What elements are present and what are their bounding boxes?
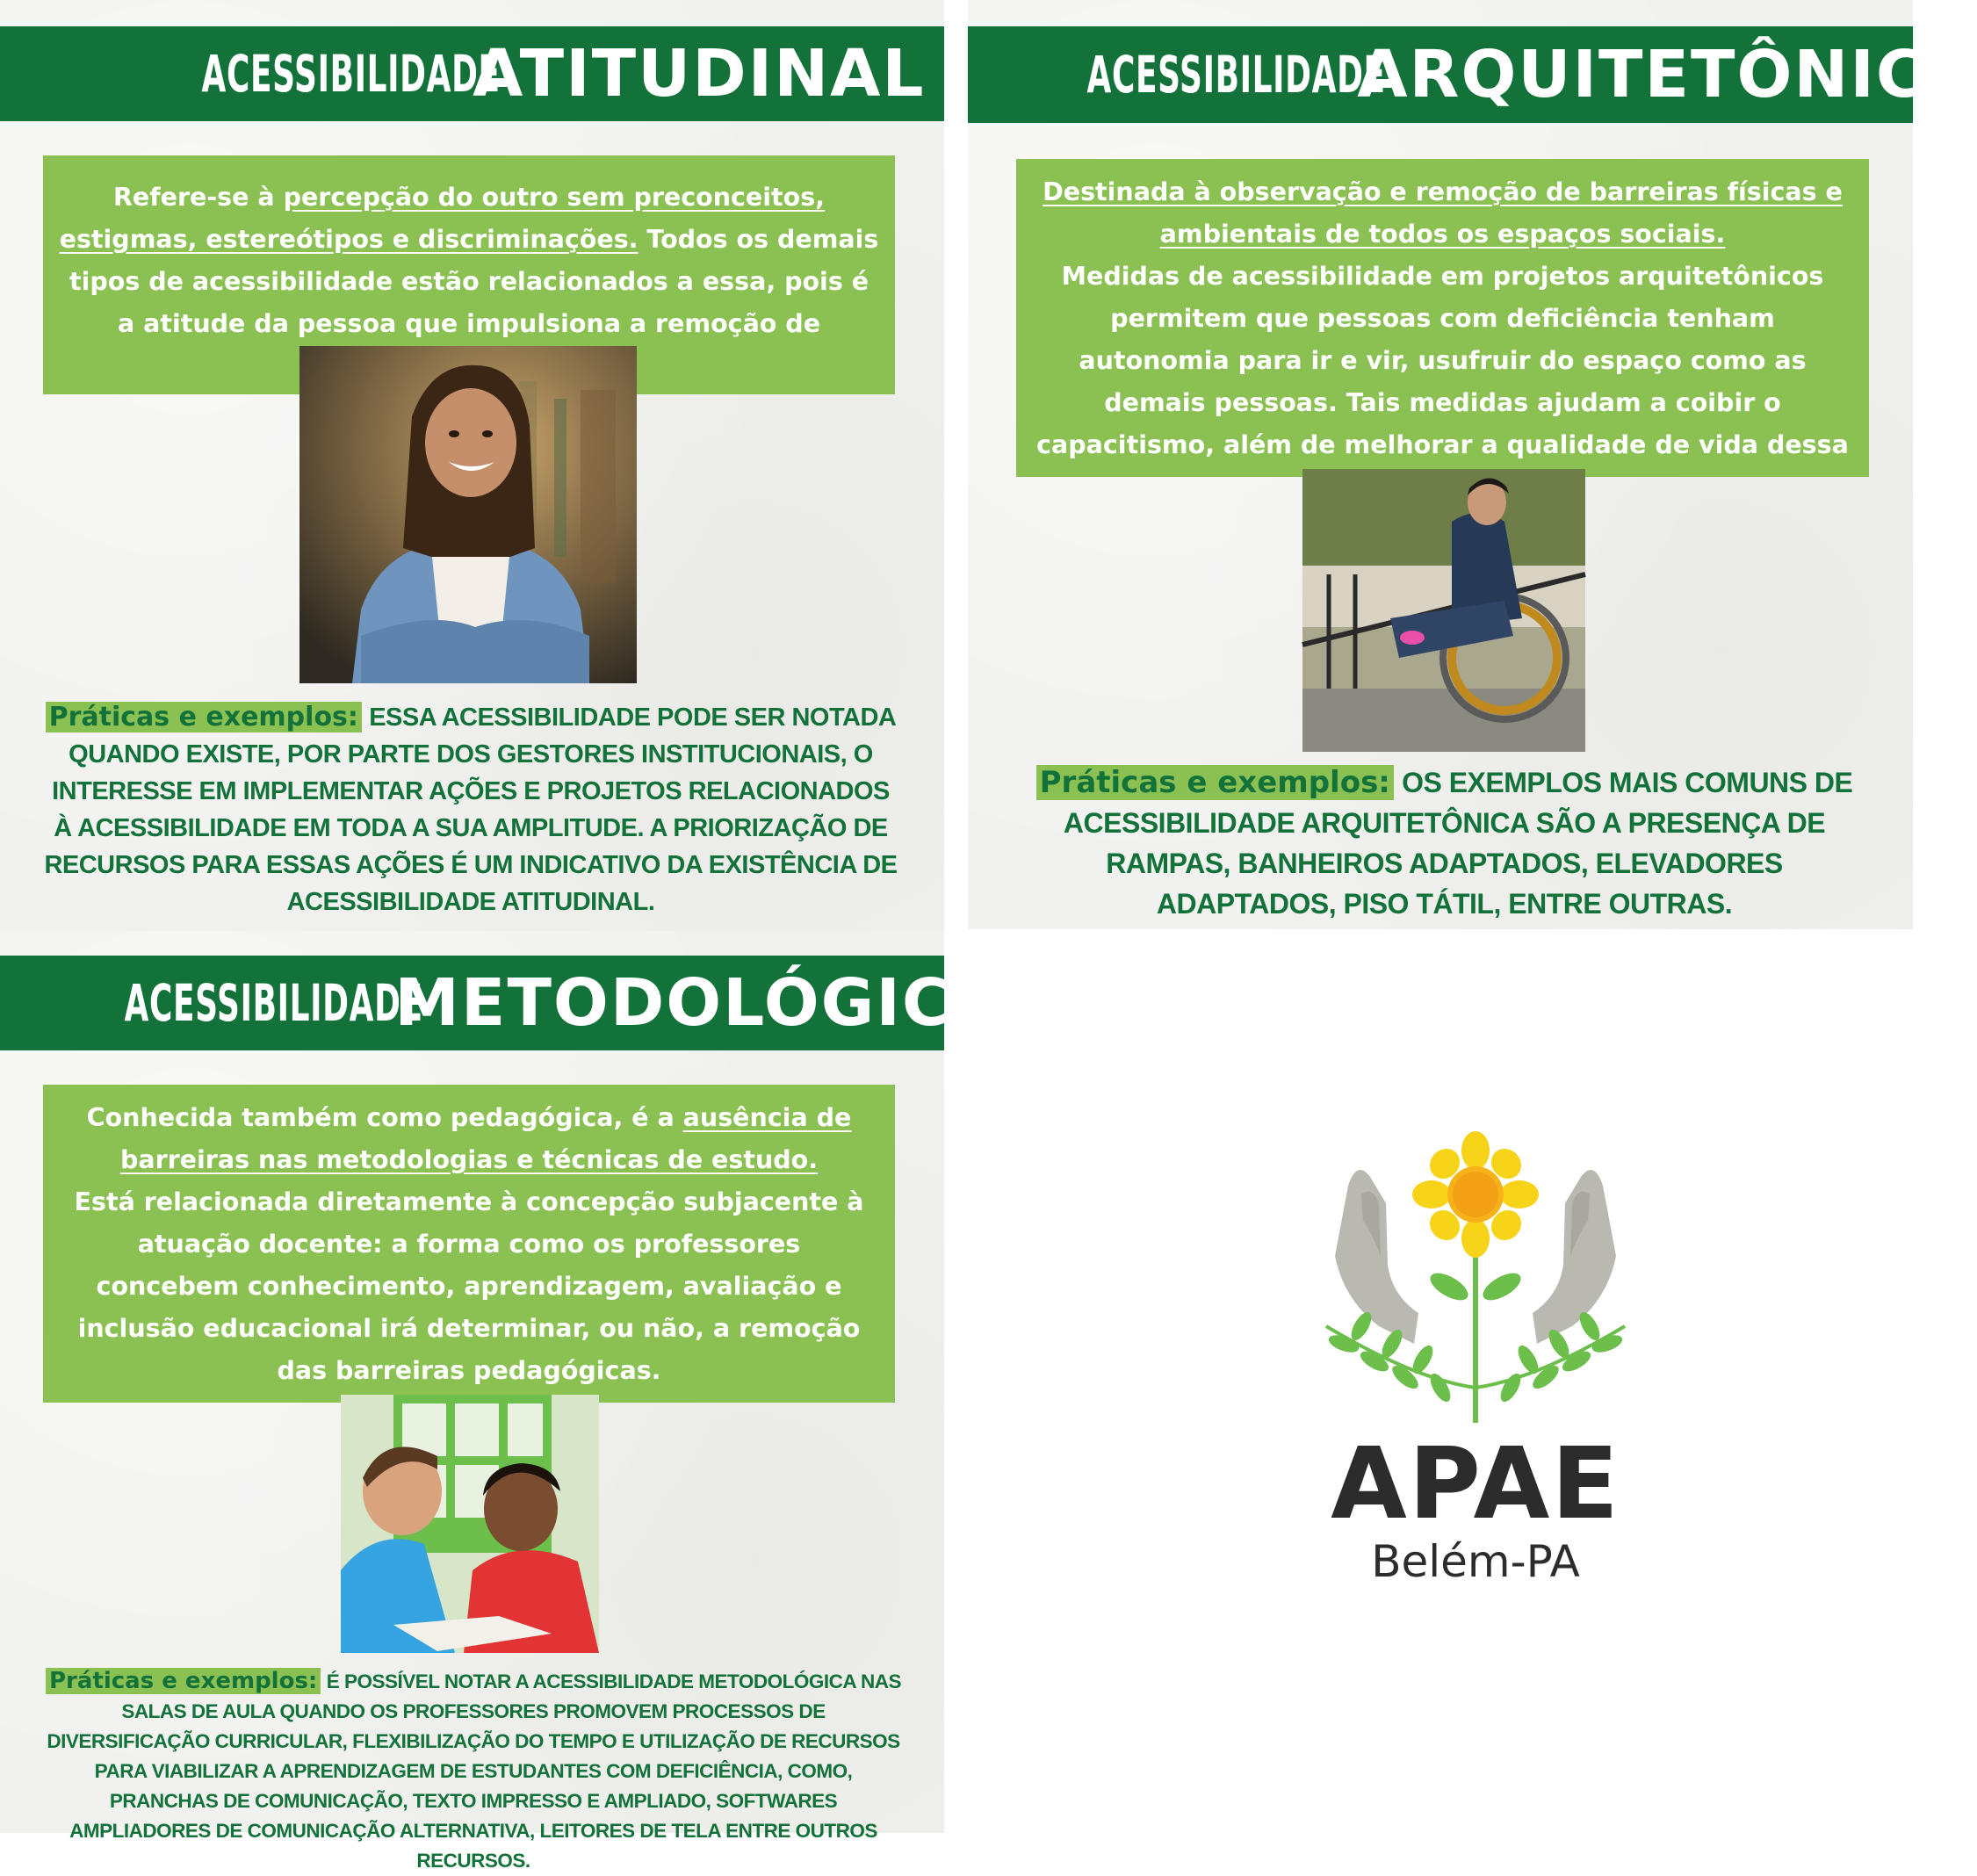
children-reading-photo	[341, 1395, 599, 1653]
description-text-start: Conhecida também como pedagógica, é a	[86, 1103, 683, 1132]
woman-smiling-photo	[299, 346, 637, 683]
title-light: ACESSIBILIDADE	[201, 44, 501, 104]
panel-metodologica	[0, 931, 1004, 1872]
apae-logo	[1309, 1124, 1642, 1616]
practices-block	[1016, 762, 1872, 924]
logo-city: Belém-PA	[1371, 1536, 1580, 1587]
wheelchair-user-photo	[1302, 469, 1585, 752]
practices-label: Práticas e exemplos:	[46, 702, 362, 732]
title-bold: METODOLÓGICA	[394, 965, 1004, 1041]
description-highlight: ausência de barreiras nas metodologias e técnicas de estudo.	[119, 1103, 852, 1174]
title-light: ACESSIBILIDADE	[124, 973, 423, 1033]
description-text-end: Medidas de acessibilidade em projetos arquitetônicos permitem que pessoas com deficiência tenham autonomia para ir e vir, usufruir do espaço como as demais pessoas. Tais medidas ajudam a coibir o capacitismo, além de melhorar a qualidade de vida dessa	[1036, 262, 1849, 459]
description-highlight: percepção do outro sem preconceitos, estigmas, estereótipos e discriminações.	[59, 183, 826, 254]
panel-arquitetonica	[968, 0, 1977, 929]
title-banner	[0, 956, 1004, 1050]
panel-atitudinal	[0, 0, 944, 931]
wheelchair-ramp-icon	[1302, 469, 1585, 752]
practices-text: OS EXEMPLOS MAIS COMUNS DE ACESSIBILIDADE ARQUITETÔNICA SÃO A PRESENÇA DE RAMPAS, BANHEIROS ADAPTADOS, ELEVADORES ADAPTADOS, PISO TÁTIL, ENTRE OUTRAS.	[1063, 767, 1853, 920]
woman-portrait-icon	[299, 346, 637, 683]
children-reading-icon	[341, 1395, 599, 1653]
title-bold: ATITUDINAL	[473, 36, 926, 112]
description-box	[43, 1085, 895, 1403]
logo-name: APAE	[1331, 1427, 1620, 1541]
description-box	[1016, 159, 1869, 477]
practices-label: Práticas e exemplos:	[1036, 765, 1394, 800]
practices-block	[40, 699, 901, 920]
practices-block	[40, 1667, 906, 1876]
description-text-start: Refere-se à	[112, 183, 284, 212]
title-banner	[968, 26, 1977, 123]
practices-text: É POSSÍVEL NOTAR A ACESSIBILIDADE METODOLÓGICA NAS SALAS DE AULA QUANDO OS PROFESSORES PROMOVEM PROCESSOS DE DIVERSIFICAÇÃO CURRICULAR, FLEXIBILIZAÇÃO DO TEMPO E UTILIZAÇÃO DE RECURSOS PARA VIABILIZAR A APRENDIZAGEM DE ESTUDANTES COM DEFICIÊNCIA, COMO, PRANCHAS DE COMUNICAÇÃO, TEXTO IMPRESSO E AMPLIADO, SOFTWARES AMPLIADORES DE COMUNICAÇÃO ALTERNATIVA, LEITORES DE TELA ENTRE OUTROS RECURSOS.	[47, 1670, 901, 1872]
title-banner	[0, 26, 944, 121]
title-light: ACESSIBILIDADE	[1086, 45, 1386, 105]
title-bold: ARQUITETÔNICA	[1357, 37, 1977, 112]
description-text-end: Todos os demais tipos de acessibilidade estão relacionados a essa, pois é a atitude da pessoa que impulsiona a remoção de	[69, 225, 879, 338]
sunflower-hands-icon	[1309, 1124, 1642, 1423]
practices-text: ESSA ACESSIBILIDADE PODE SER NOTADA QUANDO EXISTE, POR PARTE DOS GESTORES INSTITUCIONAIS, O INTERESSE EM IMPLEMENTAR AÇÕES E PROJETOS RELACIONADOS À ACESSIBILIDADE EM TODA A SUA AMPLITUDE. A PRIORIZAÇÃO DE RECURSOS PARA ESSAS AÇÕES É UM INDICATIVO DA EXISTÊNCIA DE ACESSIBILIDADE ATITUDINAL.	[44, 704, 898, 916]
description-highlight: Destinada à observação e remoção de barreiras físicas e ambientais de todos os espaços sociais.	[1043, 177, 1843, 249]
description-text-end: Está relacionada diretamente à concepção subjacente à atuação docente: a forma como os professores concebem conhecimento, aprendizagem, avaliação e inclusão educacional irá determinar, ou não, a remoção das barreiras pedagógicas.	[74, 1187, 864, 1385]
practices-label: Práticas e exemplos:	[46, 1668, 321, 1694]
